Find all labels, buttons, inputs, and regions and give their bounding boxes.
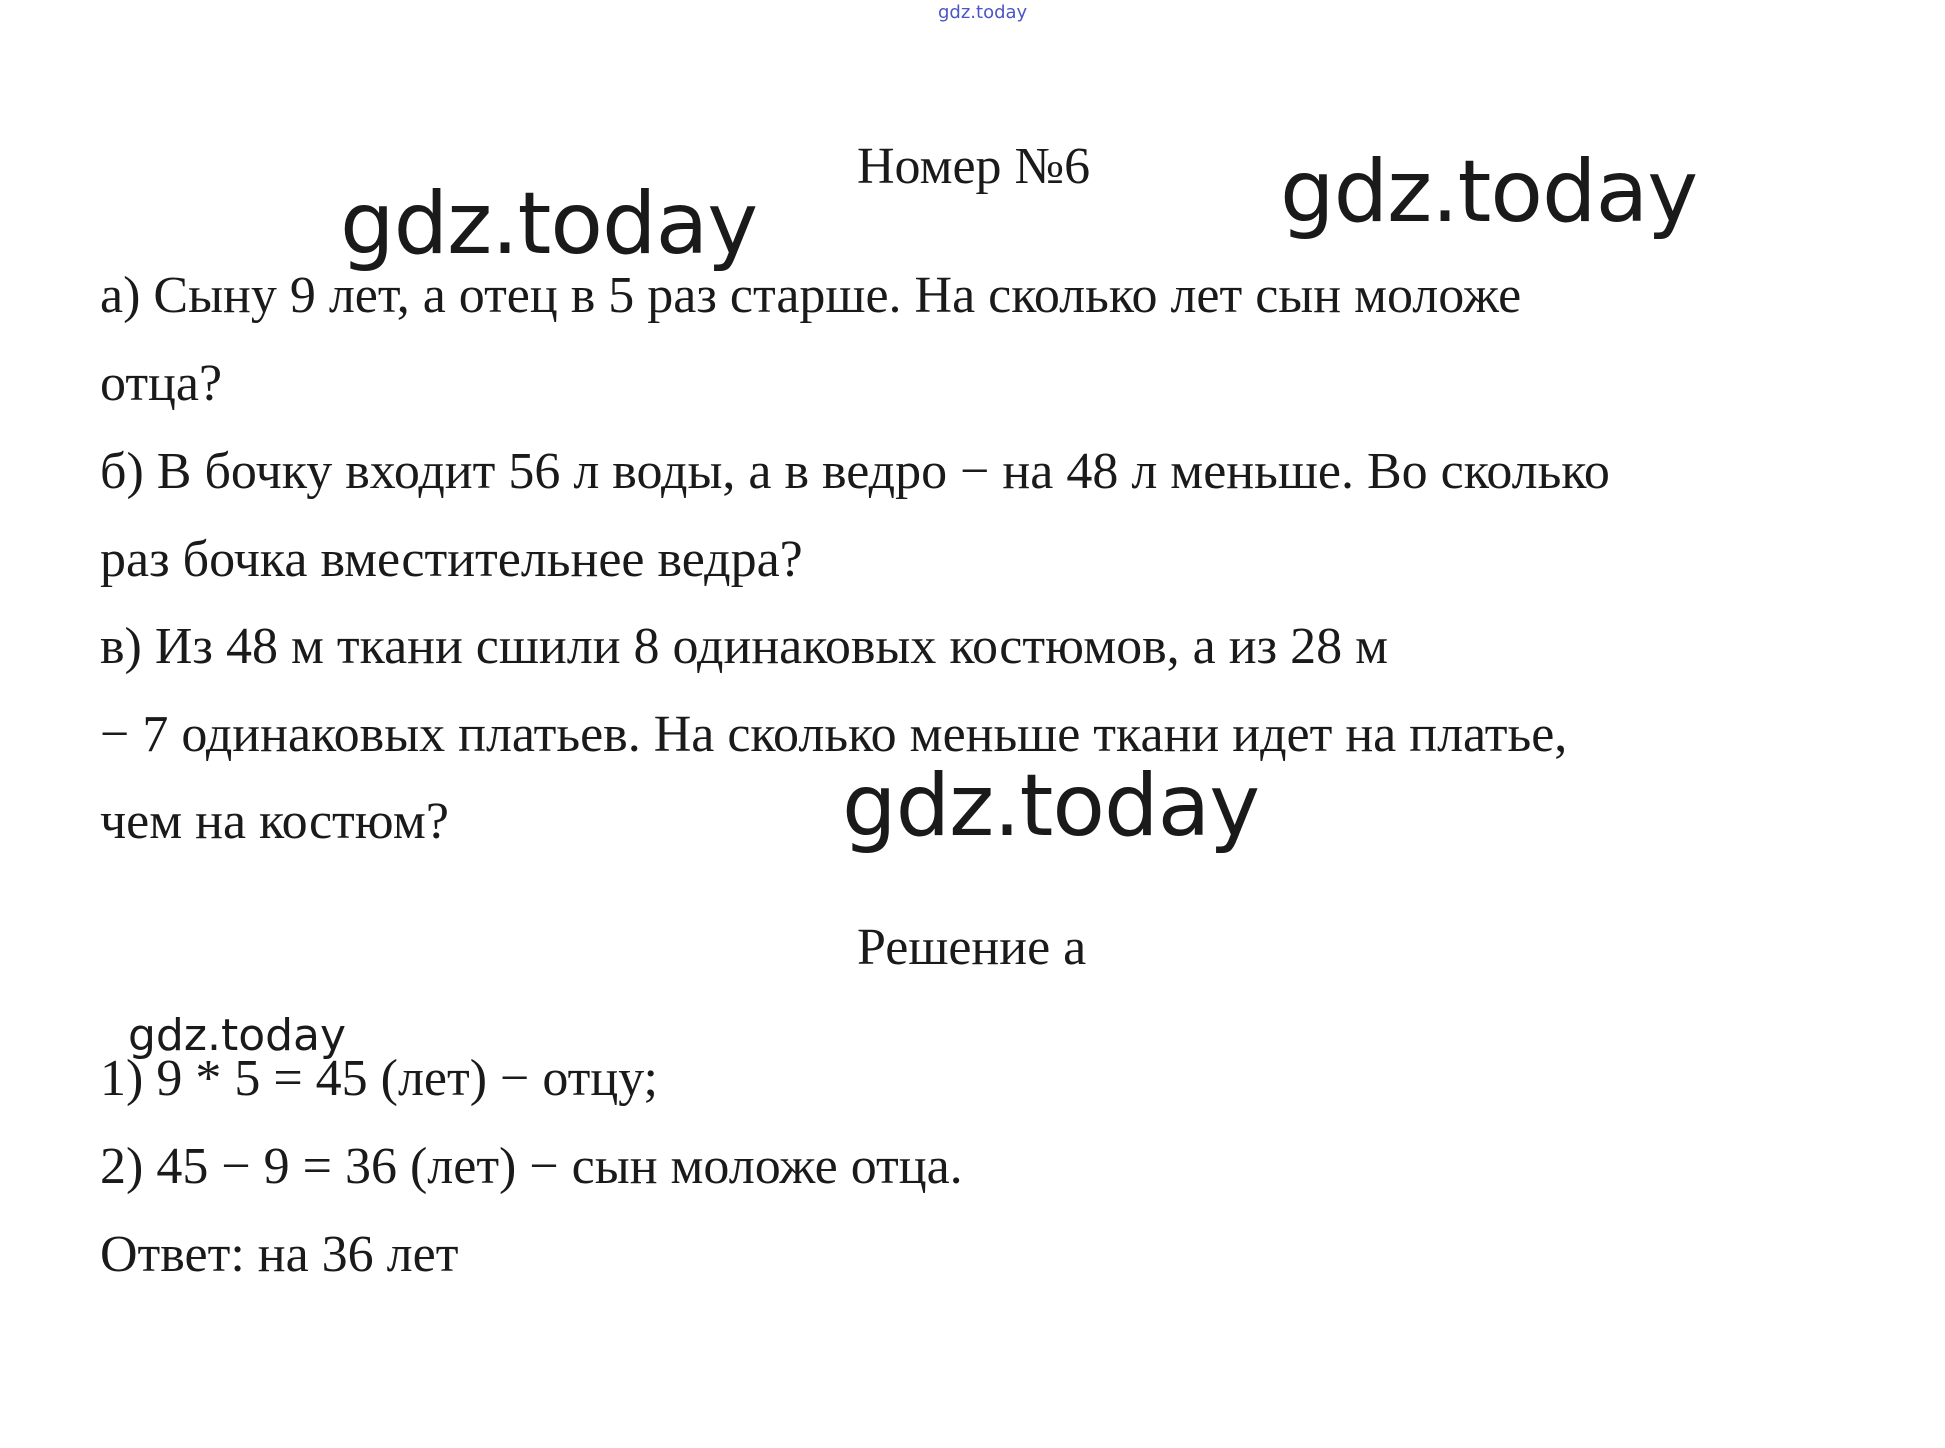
solution-line-1: 1) 9 * 5 = 45 (лет) − отцу; <box>100 1050 658 1107</box>
task-line-b2: раз бочка вместительнее ведра? <box>100 531 803 588</box>
task-line-b1: б) В бочку входит 56 л воды, а в ведро − на 48 л меньше. Во сколько <box>100 443 1610 500</box>
watermark-top: gdz.today <box>938 2 1028 23</box>
watermark-3: gdz.today <box>842 756 1260 856</box>
answer-line: Ответ: на 36 лет <box>100 1226 459 1283</box>
solution-line-2: 2) 45 − 9 = 36 (лет) − сын моложе отца. <box>100 1138 963 1195</box>
solution-heading: Решение а <box>857 919 1087 976</box>
task-line-c2: − 7 одинаковых платьев. На сколько меньше ткани идет на платье, <box>100 706 1568 763</box>
task-line-a2: отца? <box>100 355 223 412</box>
task-heading: Номер №6 <box>857 138 1091 195</box>
task-line-c1: в) Из 48 м ткани сшили 8 одинаковых костюмов, а из 28 м <box>100 618 1389 675</box>
watermark-1: gdz.today <box>340 174 758 274</box>
watermark-2: gdz.today <box>1280 142 1698 242</box>
task-line-a1: а) Сыну 9 лет, а отец в 5 раз старше. На сколько лет сын моложе <box>100 267 1522 324</box>
watermark-4: gdz.today <box>128 1010 347 1061</box>
task-line-c3: чем на костюм? <box>100 793 449 850</box>
